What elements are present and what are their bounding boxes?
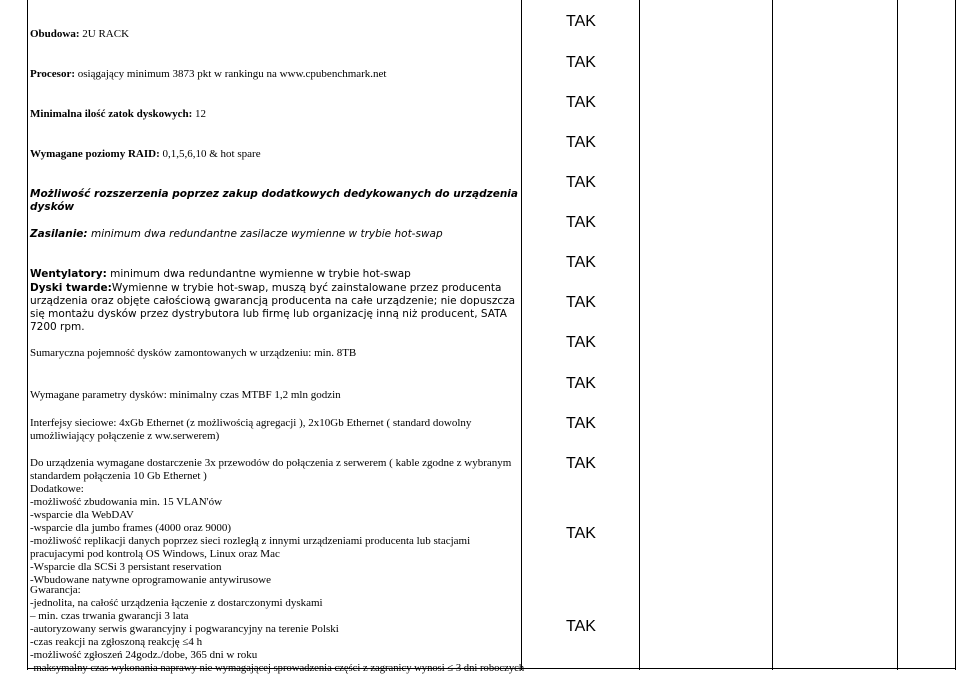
extras-line: -wsparcie dla WebDAV <box>30 509 134 521</box>
extras-header: Dodatkowe: <box>30 483 84 495</box>
spec-label: Obudowa: <box>30 28 80 40</box>
extras-line: -możliwość replikacji danych poprzez sieci rozległą z innymi urządzeniami producenta lub stacjami pracujacymi pod kontrolą OS Windows, Linux oraz Mac <box>30 535 471 560</box>
spec-value: Wymagane parametry dysków: minimalny czas MTBF 1,2 mln godzin <box>30 389 341 401</box>
grid-line <box>27 0 28 670</box>
spec-row <box>30 282 518 334</box>
spec-label: Minimalna ilość zatok dyskowych: <box>30 108 193 120</box>
answer-tak: TAK <box>566 214 596 231</box>
extras-line: -Wbudowane natywne oprogramowanie antywirusowe <box>30 574 272 586</box>
spec-value: 12 <box>195 108 207 120</box>
warranty-line: -czas reakcji na zgłoszoną reakcję ≤4 h <box>30 636 203 648</box>
extras-line: -Wsparcie dla SCSi 3 persistant reservation <box>30 561 222 573</box>
answer-tak: TAK <box>566 334 596 351</box>
spec-label: Wymagane poziomy RAID: <box>30 148 160 160</box>
spec-value: 0,1,5,6,10 & hot spare <box>162 148 261 160</box>
answer-tak: TAK <box>566 375 596 392</box>
spec-label: Dyski twarde: <box>30 282 112 294</box>
spec-value: Możliwość rozszerzenia poprzez zakup dodatkowych dedykowanych do urządzenia dysków <box>30 188 518 213</box>
grid-line <box>772 0 773 670</box>
warranty-block <box>30 584 525 675</box>
extras-block <box>30 483 518 587</box>
spec-value: osiągający minimum 3873 pkt w rankingu na www.cpubenchmark.net <box>77 68 387 80</box>
extras-line: -możliwość zbudowania min. 15 VLAN'ów <box>30 496 223 508</box>
warranty-line: – min. czas trwania gwarancji 3 lata <box>30 610 189 622</box>
spec-row <box>30 417 518 443</box>
grid-line <box>955 0 956 670</box>
spec-row <box>30 457 518 483</box>
answer-tak: TAK <box>566 54 596 71</box>
warranty-line: -jednolita, na całość urządzenia łączenie z dostarczonymi dyskami <box>30 597 323 609</box>
spec-value: 2U RACK <box>82 28 130 40</box>
grid-line <box>897 0 898 670</box>
warranty-line: -możliwość zgłoszeń 24godz./dobe, 365 dni w roku <box>30 649 258 661</box>
answer-tak: TAK <box>566 13 596 30</box>
spec-row <box>30 389 520 402</box>
answer-tak: TAK <box>566 94 596 111</box>
spec-row <box>30 108 520 121</box>
spec-row <box>30 268 520 281</box>
answer-tak: TAK <box>566 415 596 432</box>
spec-value: Do urządzenia wymagane dostarczenie 3x przewodów do połączenia z serwerem ( kable zgodne z wybranym standardem połączenia 10 Gb Ethernet ) <box>30 457 512 482</box>
spec-value: minimum dwa redundantne zasilacze wymienne w trybie hot-swap <box>90 228 443 240</box>
spec-row <box>30 347 520 360</box>
spec-row <box>30 148 520 161</box>
answer-tak: TAK <box>566 174 596 191</box>
spec-value: minimum dwa redundantne wymienne w trybie hot-swap <box>110 268 411 280</box>
answer-tak: TAK <box>566 618 596 635</box>
spec-value: Interfejsy sieciowe: 4xGb Ethernet (z możliwością agregacji ), 2x10Gb Ethernet ( standard dowolny umożliwiający połączenie z ww.serwerem) <box>30 417 472 442</box>
answer-tak: TAK <box>566 294 596 311</box>
spec-label: Procesor: <box>30 68 75 80</box>
spec-row <box>30 28 520 41</box>
warranty-line: -maksymalny czas wykonania naprawy nie wymagającej sprowadzenia części z zagranicy wynosi ≤ 3 dni roboczych <box>30 663 525 674</box>
spec-label: Wentylatory: <box>30 268 107 280</box>
extras-line: -wsparcie dla jumbo frames (4000 oraz 9000) <box>30 522 231 534</box>
answer-tak: TAK <box>566 134 596 151</box>
spec-row <box>30 228 520 241</box>
answer-tak: TAK <box>566 254 596 271</box>
spec-value: Sumaryczna pojemność dysków zamontowanych w urządzeniu: min. 8TB <box>30 347 357 359</box>
spec-row <box>30 68 520 81</box>
spec-row <box>30 188 520 214</box>
answer-tak: TAK <box>566 455 596 472</box>
warranty-line: -autoryzowany serwis gwarancyjny i pogwarancyjny na terenie Polski <box>30 623 339 635</box>
warranty-header: Gwarancja: <box>30 584 81 596</box>
answer-tak: TAK <box>566 525 596 542</box>
spec-value: Wymienne w trybie hot-swap, muszą być zainstalowane przez producenta urządzenia oraz objęte całościową gwarancją producenta na całe urządzenie; nie dopuszcza się montażu dysków przez dystrybutora lub firmę lub organizację inną niż producent, SATA 7200 rpm. <box>30 282 516 333</box>
spec-label: Zasilanie: <box>30 228 88 240</box>
